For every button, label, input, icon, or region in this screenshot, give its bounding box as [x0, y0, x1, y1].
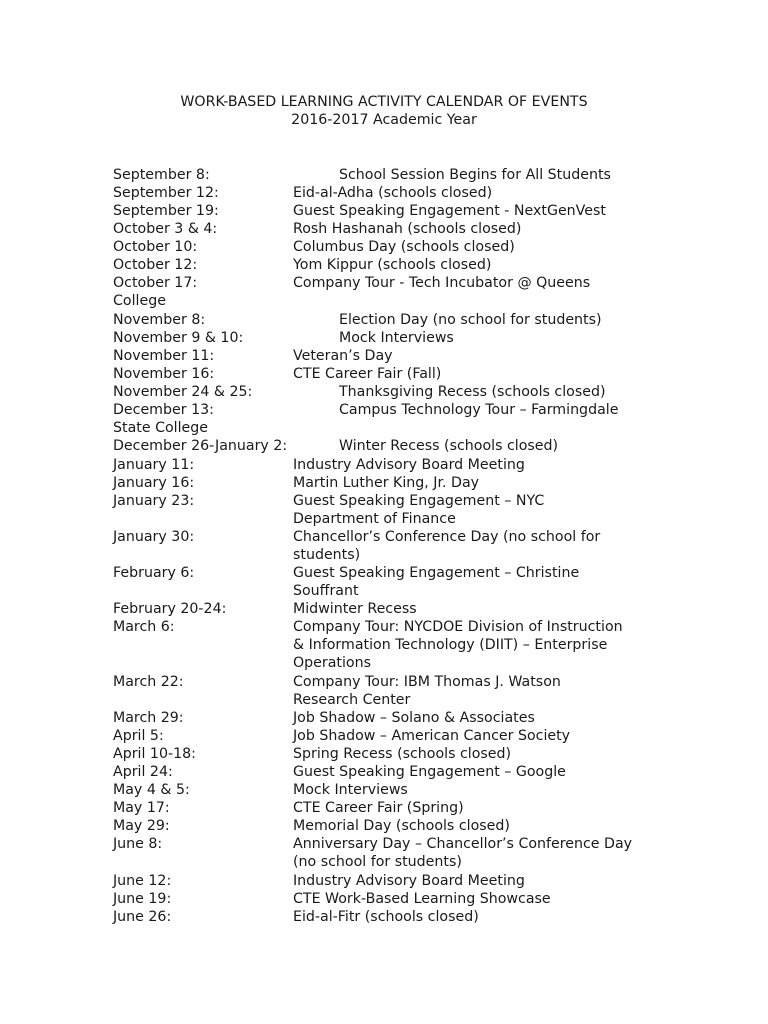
event-description-continued: College: [113, 293, 166, 309]
event-date: September 8:: [113, 167, 210, 183]
event-description: Job Shadow – American Cancer Society: [293, 728, 571, 744]
event-date: June 26:: [113, 909, 172, 925]
event-date: May 29:: [113, 818, 170, 834]
event-description: Columbus Day (schools closed): [293, 239, 515, 255]
event-description: Mock Interviews: [339, 330, 454, 346]
event-description: Memorial Day (schools closed): [293, 818, 510, 834]
event-description: Mock Interviews: [293, 782, 408, 798]
event-date: January 30:: [113, 529, 195, 545]
event-description: Spring Recess (schools closed): [293, 746, 512, 762]
event-date: April 10-18:: [113, 746, 196, 762]
event-date: November 8:: [113, 312, 206, 328]
event-description-continued: State College: [113, 420, 208, 436]
event-date: June 8:: [113, 836, 163, 852]
event-description: Company Tour: IBM Thomas J. Watson: [293, 674, 561, 690]
event-date: February 20-24:: [113, 601, 227, 617]
event-date: March 22:: [113, 674, 184, 690]
event-description: Industry Advisory Board Meeting: [293, 457, 525, 473]
event-description: Guest Speaking Engagement – NYC: [293, 493, 545, 509]
document-title: [0, 93, 768, 129]
event-description: Midwinter Recess: [293, 601, 417, 617]
event-description: Chancellor’s Conference Day (no school for: [293, 529, 601, 545]
event-description: Eid-al-Adha (schools closed): [293, 185, 493, 201]
event-description: Campus Technology Tour – Farmingdale: [339, 402, 619, 418]
event-description: Company Tour: NYCDOE Division of Instruction: [293, 619, 623, 635]
event-description: Thanksgiving Recess (schools closed): [339, 384, 606, 400]
event-description: Anniversary Day – Chancellor’s Conference Day: [293, 836, 633, 852]
event-description: Election Day (no school for students): [339, 312, 602, 328]
event-description: Guest Speaking Engagement – Christine: [293, 565, 580, 581]
event-description-continued: Souffrant: [293, 583, 359, 599]
event-date: April 5:: [113, 728, 164, 744]
event-description: Yom Kippur (schools closed): [293, 257, 492, 273]
event-date: November 16:: [113, 366, 215, 382]
event-date: November 9 & 10:: [113, 330, 244, 346]
event-date: March 6:: [113, 619, 175, 635]
event-date: September 12:: [113, 185, 219, 201]
event-date: September 19:: [113, 203, 219, 219]
event-date: October 10:: [113, 239, 198, 255]
event-description: Veteran’s Day: [293, 348, 393, 364]
event-date: June 19:: [113, 891, 172, 907]
event-description: CTE Work-Based Learning Showcase: [293, 891, 551, 907]
event-date: January 16:: [113, 475, 195, 491]
event-description: Job Shadow – Solano & Associates: [293, 710, 535, 726]
event-description-continued: students): [293, 547, 361, 563]
title-line-1: WORK-BASED LEARNING ACTIVITY CALENDAR OF EVENTS: [180, 94, 588, 110]
event-date: January 11:: [113, 457, 195, 473]
event-description: Guest Speaking Engagement - NextGenVest: [293, 203, 606, 219]
event-date: May 4 & 5:: [113, 782, 190, 798]
event-date: January 23:: [113, 493, 195, 509]
event-date: November 24 & 25:: [113, 384, 253, 400]
event-date: June 12:: [113, 873, 172, 889]
event-description: Martin Luther King, Jr. Day: [293, 475, 480, 491]
event-date: November 11:: [113, 348, 215, 364]
event-date: December 13:: [113, 402, 214, 418]
event-description-continued: & Information Technology (DIIT) – Enterprise: [293, 637, 608, 653]
event-description-continued: Operations: [293, 655, 371, 671]
event-date: October 3 & 4:: [113, 221, 218, 237]
event-description: School Session Begins for All Students: [339, 167, 611, 183]
event-date: February 6:: [113, 565, 195, 581]
event-description-continued: Research Center: [293, 692, 411, 708]
event-description: Company Tour - Tech Incubator @ Queens: [293, 275, 591, 291]
event-description: CTE Career Fair (Spring): [293, 800, 464, 816]
event-description: Industry Advisory Board Meeting: [293, 873, 525, 889]
event-description-continued: Department of Finance: [293, 511, 456, 527]
event-description: Guest Speaking Engagement – Google: [293, 764, 566, 780]
event-date: October 17:: [113, 275, 198, 291]
event-description: Rosh Hashanah (schools closed): [293, 221, 522, 237]
event-description-continued: (no school for students): [293, 854, 462, 870]
event-description: Winter Recess (schools closed): [339, 438, 559, 454]
title-line-2: 2016-2017 Academic Year: [291, 112, 477, 128]
event-date: December 26-January 2:: [113, 438, 288, 454]
event-date: March 29:: [113, 710, 184, 726]
event-date: April 24:: [113, 764, 173, 780]
event-date: October 12:: [113, 257, 198, 273]
event-description: Eid-al-Fitr (schools closed): [293, 909, 479, 925]
event-description: CTE Career Fair (Fall): [293, 366, 442, 382]
event-date: May 17:: [113, 800, 170, 816]
